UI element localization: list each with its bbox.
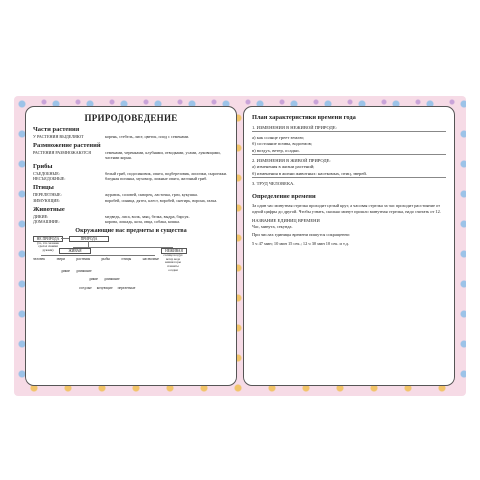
row-value: журавль, соловей, скворец, ласточка, грач, кукушка.: [105, 192, 198, 198]
plan-line: а) как солнце греет землю;: [252, 135, 305, 140]
diagram-group: человек: [33, 256, 46, 261]
diagram-subgroup-animals: [61, 269, 92, 273]
section-heading: Размножение растений: [33, 142, 101, 150]
diagram-group: рыбы: [101, 256, 110, 261]
diagram-subgroup: кочующие: [96, 285, 113, 290]
row-label: СЪЕДОБНЫЕ:: [33, 171, 60, 177]
plan-line: 2. ИЗМЕНЕНИЯ В ЖИВОЙ ПРИРОДЕ:: [252, 158, 331, 163]
season-plan-title: План характеристики времени года: [252, 114, 356, 121]
sections: [33, 126, 229, 224]
section-heading: Части растения: [33, 126, 80, 133]
diagram-group: звери: [56, 256, 65, 261]
plan-line: в) воздух, ветер, осадки.: [252, 148, 446, 155]
plan-line: б) состояние почвы, водоемов;: [252, 141, 313, 146]
section-row: [33, 134, 229, 139]
abbrev-example: 5 ч 47 мин; 10 мин 15 сек.; 12 ч 30 мин 10 сек. и т.д.: [252, 241, 350, 247]
row-value: медведь, лиса, волк, заяц, белка, выдра, барсук.: [105, 213, 190, 219]
time-title: Определение времени: [252, 193, 316, 200]
row-label: ЗИМУЮЩИЕ:: [33, 197, 61, 203]
diagram-subgroup: оседлые: [79, 285, 92, 290]
row-value: корень, стебель, лист, цветок, плод с семенами.: [105, 134, 190, 139]
plan-line: 3. ТРУД ЧЕЛОВЕКА.: [252, 181, 295, 186]
section-heading: Животные: [33, 205, 65, 213]
row-value: воробей, синица, дятел, клест, воробей, снегирь, ворона, галка.: [105, 197, 218, 203]
diagram-subgroup-birds: [79, 286, 135, 290]
diagram-subgroup: дикие: [61, 268, 71, 273]
row-label: У РАСТЕНИЯ ВЫДЕЛЯЮТ: [33, 134, 84, 139]
nature-diagram: [33, 236, 229, 314]
section-heading: Грибы: [33, 163, 53, 171]
diagram-node-living: ЖИВАЯ: [59, 248, 91, 254]
diagram-group: растения: [76, 256, 91, 261]
row-label: РАСТЕНИЯ РАЗМНОЖАЮТСЯ: [33, 150, 92, 156]
section-row: [33, 219, 229, 224]
row-label: НЕСЪЕДОБНЫЕ:: [33, 176, 66, 182]
diagram-node-not-nature: НЕ ПРИРОДА: [33, 236, 63, 242]
diagram-subgroup: домашние: [104, 276, 120, 281]
diagram-group: насекомые: [142, 256, 159, 261]
time-paragraph: За один час минутная стрелка проходит целый круг, а часовая стрелка за час проходит расстояние от одной цифры до другой. Чтобы узнать, сколько минут прошло минутная стрелка, надо считать от 12.: [252, 203, 441, 214]
row-label: ПЕРЕЛЕТНЫЕ:: [33, 192, 62, 198]
plan-line: б) изменения в жизни животных: насекомых, птиц, зверей.: [252, 171, 446, 178]
diagram-title: Окружающие нас предметы и существа: [75, 226, 187, 234]
diagram-node-nature: ПРИРОДА: [69, 236, 109, 242]
row-value: корова, лошадь, коза, овца, собака, кошка.: [105, 218, 181, 224]
section-heading: Птицы: [33, 184, 54, 192]
diagram-group: птицы: [121, 256, 132, 261]
section-row: [33, 176, 229, 181]
row-value: белый гриб, подосиновик, опята, подберезовик, лисички, сыроежки.: [105, 171, 228, 177]
diagram-groups: [33, 257, 159, 261]
diagram-note: (то, что человек сделал своими руками): [37, 240, 59, 253]
diagram-subgroup-plants: [89, 277, 120, 281]
units-text: Час, минута, секунда.: [252, 223, 293, 229]
row-value: бледная поганка, мухомор, ложные опята, желчный гриб.: [105, 176, 208, 182]
plan-line: 1. ИЗМЕНЕНИЯ В НЕЖИВОЙ ПРИРОДЕ:: [252, 125, 446, 132]
diagram-subgroup: дикие: [89, 276, 99, 281]
page-title: ПРИРОДОВЕДЕНИЕ: [84, 113, 178, 123]
abbrev-text: При числах единицы времени пишутся сокращенно:: [252, 232, 351, 238]
row-label: ДОМАШНИЕ:: [33, 218, 60, 224]
diagram-nonliving-items: солнце воздух ветер вода камни горы планеты осадки: [163, 252, 183, 273]
section-row: [33, 150, 229, 160]
left-page: [25, 106, 237, 386]
plan-line: а) изменения в жизни растений;: [252, 164, 315, 169]
row-label: ДИКИЕ:: [33, 213, 49, 219]
diagram-subgroup: перелетные: [117, 285, 136, 290]
section-row: [33, 198, 229, 203]
units-label: НАЗВАНИЕ ЕДИНИЦ ВРЕМЕНИ: [252, 217, 320, 223]
season-plan-list: [252, 125, 446, 187]
diagram-node-nonliving: НЕЖИВАЯ: [161, 248, 187, 254]
row-value: семенами, черенками, клубнями, отводками, усами, луковицами, частями корня.: [105, 150, 221, 161]
right-page: [243, 106, 455, 386]
diagram-subgroup: домашние: [76, 268, 92, 273]
